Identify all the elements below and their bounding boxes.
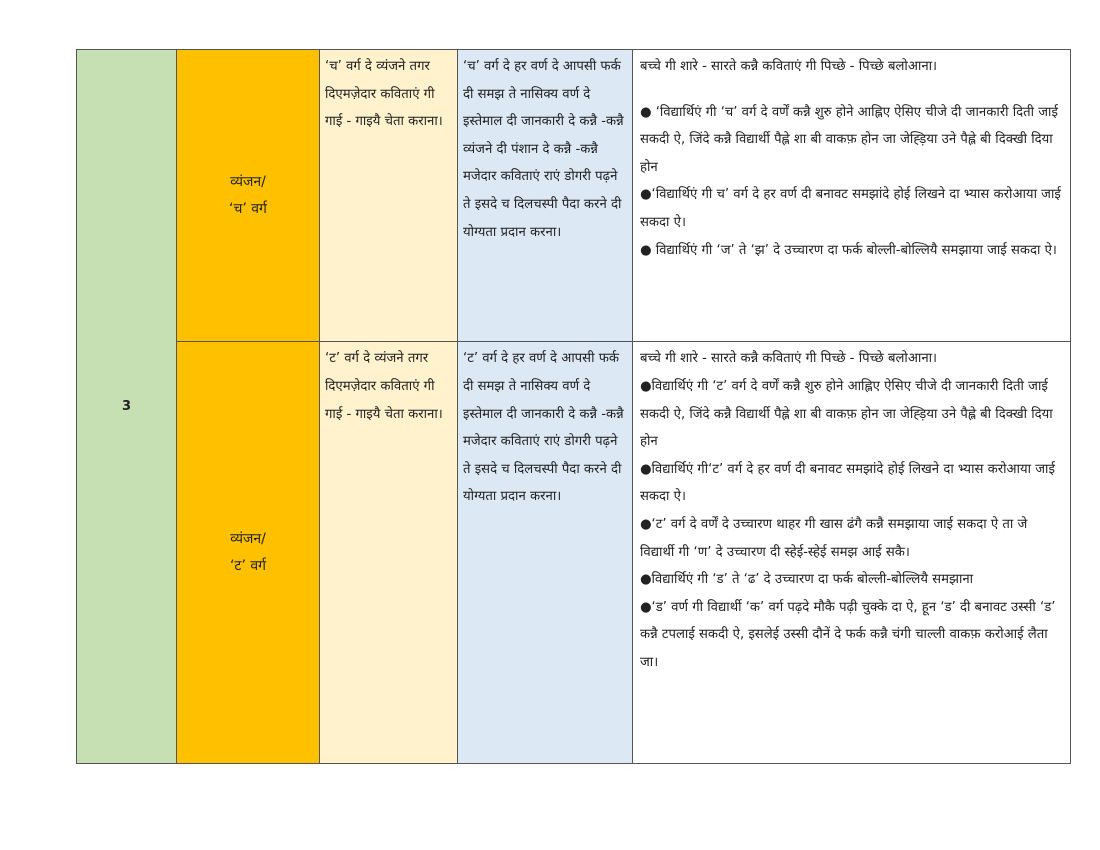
curriculum-table — [76, 49, 1071, 764]
class-number-cell — [77, 50, 177, 764]
outcome-cell — [458, 342, 633, 764]
activity-item: बच्चे गी शारे - सारते कन्नै कविताएं गी पिच्छे - पिच्छे बलोआना। — [640, 351, 938, 367]
objective-text: ‘च’ वर्ग दे व्यंजने तगर दिएमज़ेदार कविताएं गी गाई - गाइयै चेता कराना। — [325, 59, 443, 130]
class-number: 3 — [121, 399, 132, 414]
table-row — [77, 50, 1071, 342]
topic-line: ‘ट’ वर्ग — [229, 557, 267, 574]
activity-item: ●विद्यार्थिएं गी ‘ड’ ते ‘ढ’ दे उच्चारण दा फर्क बोल्ली-बोल्लियै समझाना — [640, 572, 974, 588]
activity-item: ●‘विद्यार्थिएं गी च’ वर्ग दे हर वर्ण दी बनावट समझांदे होई लिखने दा भ्यास करोआया जाई सकदा ऐ। — [640, 187, 1061, 230]
activity-item: ● ‘विद्यार्थिएं गी ‘च’ वर्ग दे वर्णें कन्नै शुरु होने आह्लिए ऐसिए चीजे दी जानकारी दिती जाई सकदी ऐ, जिंदे कन्नै विद्यार्थी पैह्ले शा बी वाकफ़ होन जा जेह्ड़िया उने पैह्ले बी दिक्खी दिया होन — [640, 104, 1058, 175]
activity-item: ●‘ट’ वर्ग दे वर्णें दे उच्चारण थाहर गी खास ढंगै कन्नै समझाया जाई सकदा ऐ ता जे विद्यार्थी गी ‘ण’ दे उच्चारण दी स्हेई-स्हेई समझ आई सकै। — [640, 516, 1028, 560]
table-row — [77, 342, 1071, 764]
outcome-text: ‘ट’ वर्ग दे हर वर्ण दे आपसी फर्क दी समझ ते नासिक्य वर्ण दे इस्तेमाल दी जानकारी दे कन्नै -कन्नै मजेदार कविताएं राएं डोगरी पढ़ने ते इसदे च दिलचस्पी पैदा करने दी योग्यता प्रदान करना। — [463, 351, 624, 505]
activity-item: ●‘ड’ वर्ण गी विद्यार्थी ‘क’ वर्ग पढ़दे मौकै पढ़ी चुक्के दा ऐ, हून ‘ड’ दी बनावट उस्सी ‘ड’ कन्नै टपलाई सकदी ऐ, इसलेई उस्सी दौनें दे फर्क कन्नै चंगी चाल्ली वाकफ़ करोआई लैता जा। — [640, 599, 1056, 670]
outcome-cell — [458, 50, 633, 342]
topic-cell — [177, 50, 320, 342]
activity-item: ●विद्यार्थिएं गी ‘ट’ वर्ग दे वर्णें कन्नै शुरु होने आह्लिए ऐसिए चीजे दी जानकारी दिती जाई सकदी ऐ, जिंदे कन्नै विद्यार्थी पैह्ले शा बी वाकफ़ होन जा जेह्ड़िया उने पैह्ले बी दिक्खी दिया होन — [640, 379, 1053, 450]
topic-line: ‘च’ वर्ग — [229, 200, 267, 217]
objective-text: ‘ट’ वर्ग दे व्यंजने तगर दिएमज़ेदार कविताएं गी गाई - गाइयै चेता कराना। — [325, 351, 443, 422]
activity-item: ●विद्यार्थिएं गी‘ट’ वर्ग दे हर वर्ण दी बनावट समझांदे होई लिखने दा भ्यास करोआया जाई सकदा ऐ। — [640, 461, 1055, 505]
activity-item: ● विद्यार्थिएं गी ‘ज’ ते ‘झ’ दे उच्चारण दा फर्क बोल्ली-बोल्लियै समझाया जाई सकदा ऐ। — [640, 242, 1057, 258]
objective-cell — [320, 342, 458, 764]
topic-cell — [177, 342, 320, 764]
outcome-text: ‘च’ वर्ग दे हर वर्ण दे आपसी फर्क दी समझ ते नासिक्य वर्ण दे इस्तेमाल दी जानकारी दे कन्नै -कन्नै व्यंजने दी पंशान दे कन्नै -कन्नै मजेदार कविताएं राएं डोगरी पढ़ने ते इसदे च दिलचस्पी पैदा करने दी योग्यता प्रदान करना। — [463, 59, 624, 240]
activity-item: बच्चे गी शारे - सारते कन्नै कविताएं गी पिच्छे - पिच्छे बलोआना। — [640, 59, 938, 74]
objective-cell — [320, 50, 458, 342]
topic-line: व्यंजन/ — [230, 530, 266, 547]
activities-cell — [633, 342, 1071, 764]
activities-cell — [633, 50, 1071, 342]
topic-line: व्यंजन/ — [230, 173, 266, 190]
